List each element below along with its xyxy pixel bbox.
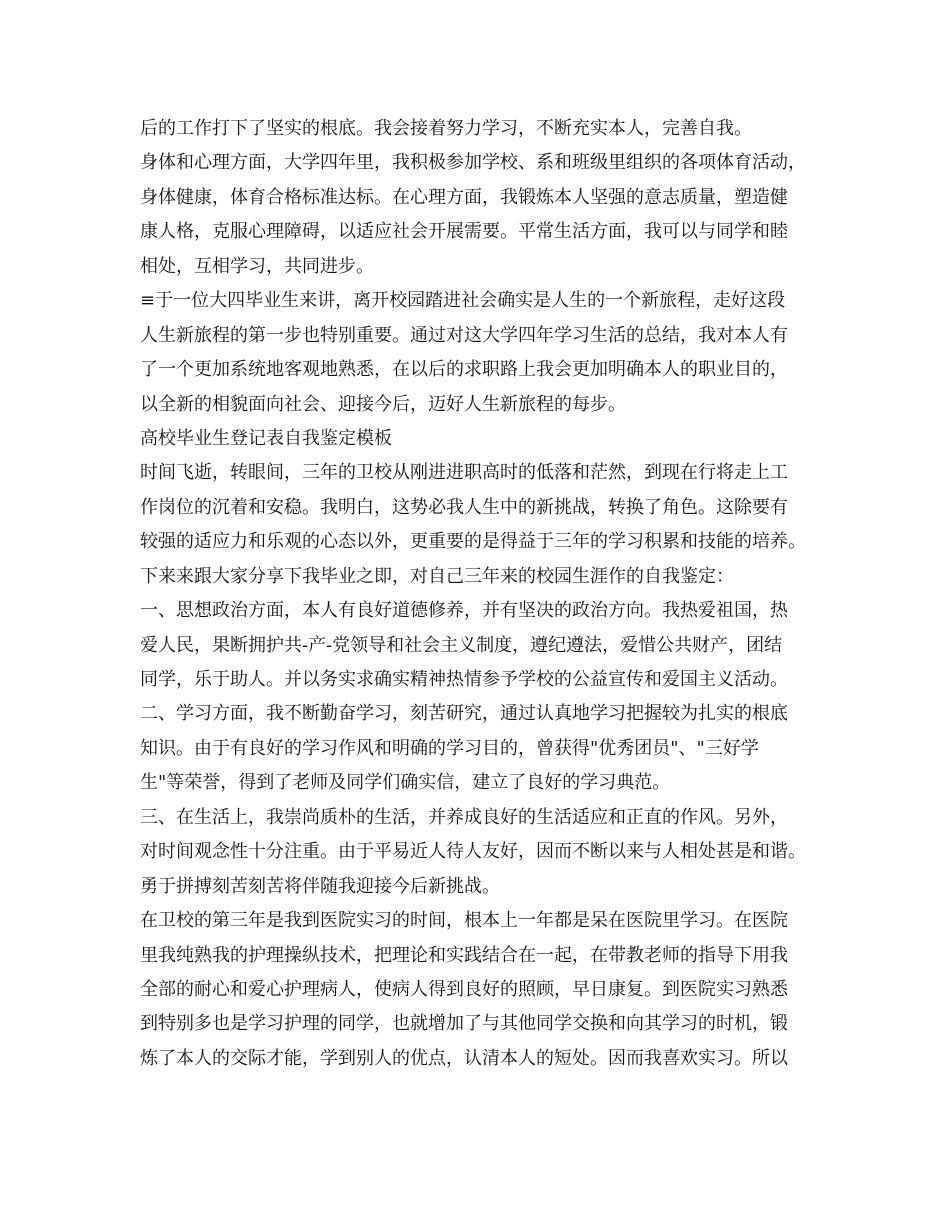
- text-line: ≡于一位大四毕业生来讲，离开校园踏进社会确实是人生的一个新旅程，走好这段: [140, 290, 786, 312]
- text-line: 里我纯熟我的护理操纵技术，把理论和实践结合在一起，在带教老师的指导下用我: [140, 944, 788, 966]
- text-line: 生"等荣誉，得到了老师及同学们确实信，建立了良好的学习典范。: [140, 772, 671, 794]
- text-line: 人生新旅程的第一步也特别重要。通过对这大学四年学习生活的总结，我对本人有: [140, 324, 788, 346]
- text-line: 作岗位的沉着和安稳。我明白，这势必我人生中的新挑战，转换了角色。这除要有: [140, 496, 788, 518]
- text-line: 二、学习方面，我不断勤奋学习，刻苦研究，通过认真地学习把握较为扎实的根底: [140, 703, 788, 725]
- text-line: 相处，互相学习，共同进步。: [140, 255, 374, 277]
- text-line: 身体和心理方面，大学四年里，我积极参加学校、系和班级里组织的各项体育活动，: [140, 152, 806, 174]
- text-line: 勇于拼搏刻苦刻苦将伴随我迎接今后新挑战。: [140, 875, 500, 897]
- text-line: 到特别多也是学习护理的同学，也就增加了与其他同学交换和向其学习的时机，锻: [140, 1013, 788, 1035]
- text-line: 一、思想政治方面，本人有良好道德修养，并有坚决的政治方向。我热爱祖国，热: [140, 600, 788, 622]
- text-line: 同学，乐于助人。并以务实求确实精神热情参予学校的公益宣传和爱国主义活动。: [140, 669, 788, 690]
- text-line: 全部的耐心和爱心护理病人，使病人得到良好的照顾，早日康复。到医院实习熟悉: [140, 978, 788, 1000]
- text-line: 爱人民，果断拥护共-产-党领导和社会主义制度，遵纪遵法，爱惜公共财产，团结: [140, 634, 783, 656]
- text-line: 身体健康，体育合格标准达标。在心理方面，我锻炼本人坚强的意志质量，塑造健: [140, 186, 788, 208]
- text-line: 下来来跟大家分享下我毕业之即，对自己三年来的校园生涯作的自我鉴定：: [140, 565, 734, 587]
- text-line: 康人格，克服心理障碍，以适应社会开展需要。平常生活方面，我可以与同学和睦: [140, 221, 788, 243]
- text-line: 较强的适应力和乐观的心态以外，更重要的是得益于三年的学习积累和技能的培养。: [140, 531, 806, 553]
- text-line: 炼了本人的交际才能，学到别人的优点，认清本人的短处。因而我喜欢实习。所以: [140, 1047, 788, 1069]
- text-line: 时间飞逝，转眼间，三年的卫校从刚进进职高时的低落和茫然，到现在行将走上工: [140, 462, 788, 484]
- text-line: 以全新的相貌面向社会、迎接今后，迈好人生新旅程的每步。: [140, 393, 626, 415]
- text-line: 三、在生活上，我崇尚质朴的生活，并养成良好的生活适应和正直的作风。另外，: [140, 806, 788, 828]
- text-line: 对时间观念性十分注重。由于平易近人待人友好，因而不断以来与人相处甚是和谐。: [140, 841, 806, 863]
- text-line: 了一个更加系统地客观地熟悉，在以后的求职路上我会更加明确本人的职业目的，: [140, 359, 788, 381]
- text-line: 在卫校的第三年是我到医院实习的时间，根本上一年都是呆在医院里学习。在医院: [140, 910, 788, 932]
- text-line: 后的工作打下了坚实的根底。我会接着努力学习，不断充实本人，完善自我。: [140, 118, 752, 139]
- text-line: 知识。由于有良好的学习作风和明确的学习目的，曾获得"优秀团员"、"三好学: [140, 737, 759, 759]
- document-page: [140, 112, 820, 1076]
- section-heading: 高校毕业生登记表自我鉴定模板: [140, 427, 392, 449]
